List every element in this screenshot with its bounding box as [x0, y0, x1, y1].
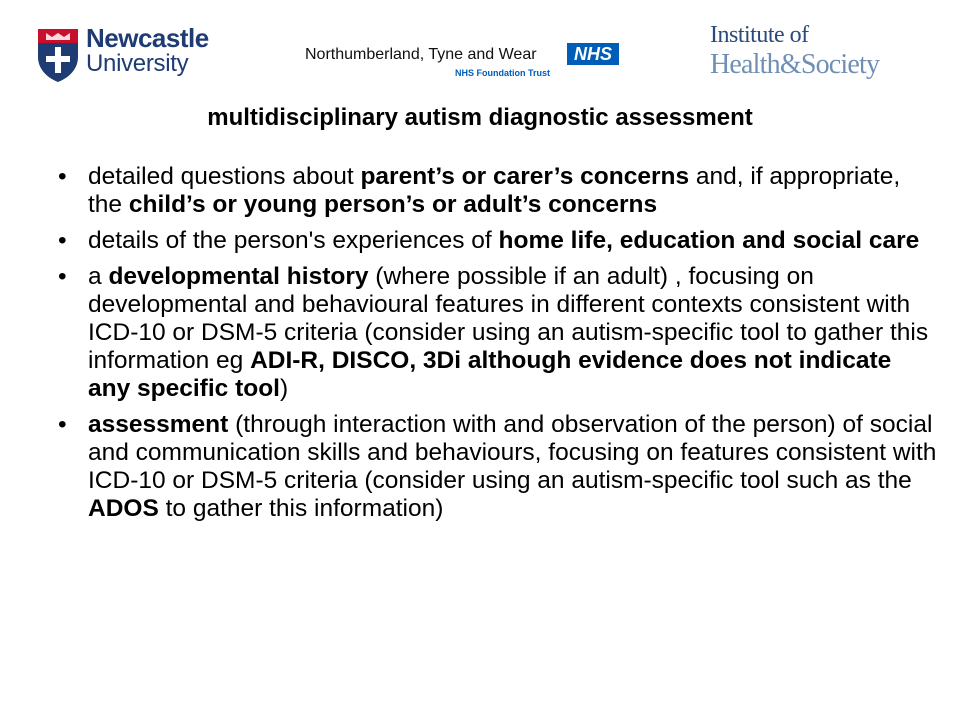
bullet-text: details of the person's experiences of	[88, 227, 499, 254]
bullet-text: )	[279, 375, 289, 402]
nhs-trust-name: Northumberland, Tyne and Wear	[305, 46, 537, 63]
bullet-text: to gather this information)	[158, 495, 444, 522]
slide-title: multidisciplinary autism diagnostic assessment	[207, 104, 753, 131]
bullet-text: (through interaction with and observation of the person) of social and communication skills and behaviours, focusing on features consistent with ICD-10 or DSM-5 criteria (consider using an autism-specific tool such as the	[88, 411, 937, 494]
institute-health-society-logo	[710, 22, 925, 84]
bullet-item	[58, 227, 938, 255]
bullet-bold-text: ADI-R, DISCO, 3Di although evidence does not indicate any specific tool	[88, 347, 892, 402]
ihs-logo-line2: Health&Society	[710, 49, 880, 80]
bullet-marker: •	[58, 227, 67, 254]
bullet-text: (where possible if an adult) , focusing on developmental and behavioural features in different contexts consistent with ICD-10 or DSM-5 criteria (consider using an autism-specific tool to gather this information eg	[88, 263, 929, 374]
bullet-bold-text: home life, education and social care	[498, 227, 920, 254]
bullet-bold-text: child’s or young person’s or adult’s concerns	[128, 191, 658, 218]
bullet-bold-text: assessment	[88, 411, 229, 438]
ihs-logo-line1: Institute of	[710, 22, 809, 48]
bullet-marker: •	[58, 163, 67, 190]
bullet-text: a	[88, 263, 109, 290]
bullet-item	[58, 163, 938, 219]
nhs-badge: NHS	[567, 43, 619, 65]
nhs-trust-subtitle: NHS Foundation Trust	[455, 68, 550, 78]
bullet-bold-text: ADOS	[88, 495, 159, 522]
newcastle-logo-line1: Newcastle	[86, 23, 209, 53]
bullet-marker: •	[58, 411, 67, 438]
university-crest-icon	[36, 27, 80, 83]
bullet-bold-text: developmental history	[108, 263, 369, 290]
bullet-text: detailed questions about	[88, 163, 361, 190]
nhs-trust-logo	[305, 40, 625, 82]
bullet-text: and, if appropriate, the	[88, 163, 901, 218]
bullet-bold-text: parent’s or carer’s concerns	[360, 163, 690, 190]
bullet-list	[58, 163, 938, 531]
bullet-item	[58, 411, 938, 523]
newcastle-logo-line2: University	[86, 50, 189, 77]
bullet-marker: •	[58, 263, 67, 290]
bullet-item	[58, 263, 938, 403]
newcastle-university-logo	[36, 25, 211, 85]
